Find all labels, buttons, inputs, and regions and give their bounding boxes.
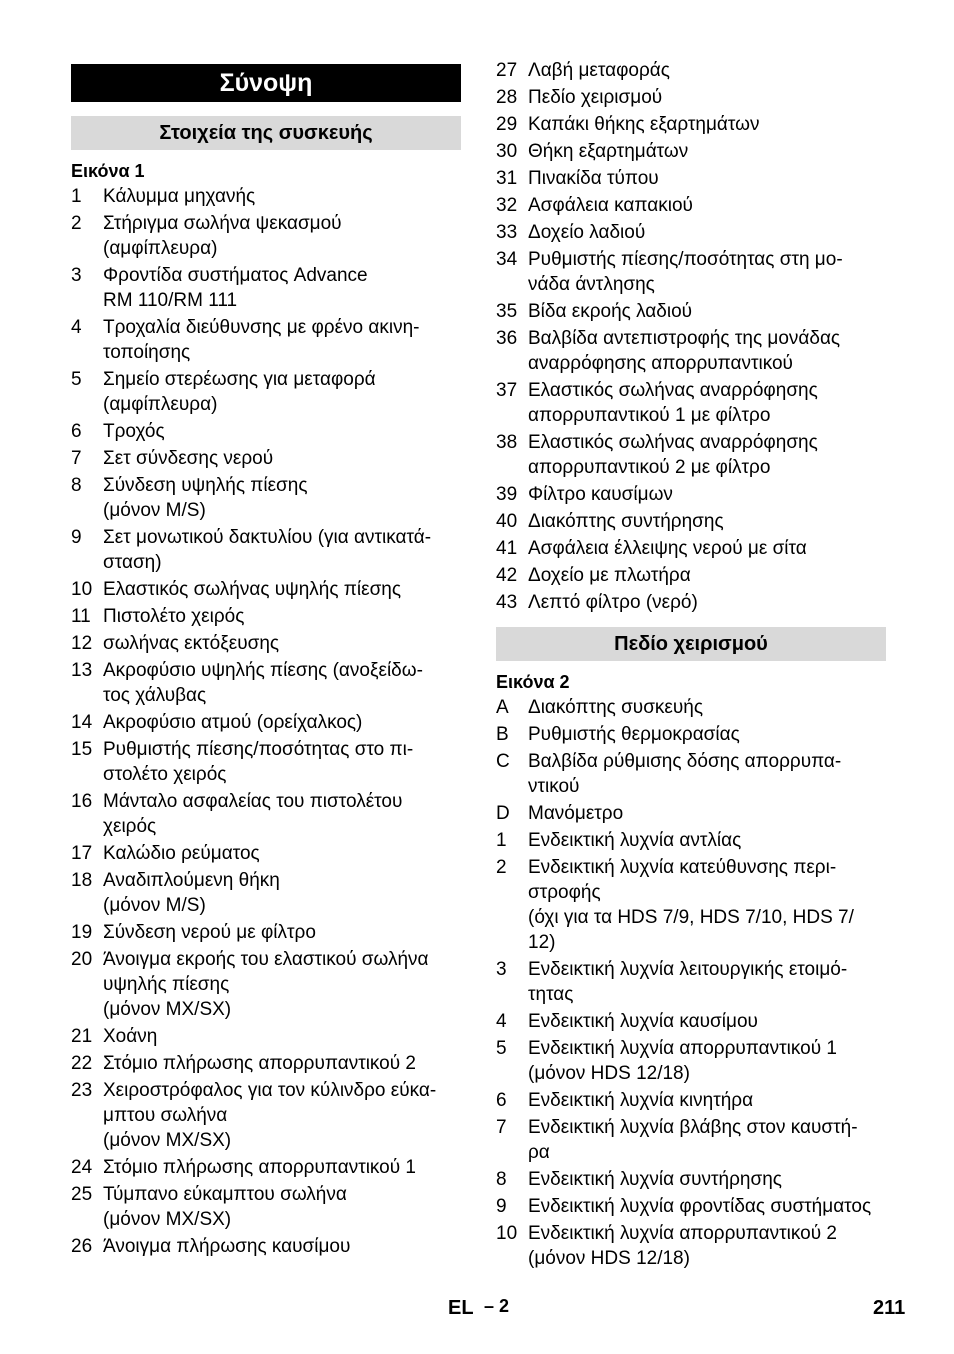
item-text: σταση) xyxy=(103,552,162,573)
item-number: 24 xyxy=(71,1157,93,1178)
item-text: υψηλής πίεσης xyxy=(103,974,230,995)
list-item xyxy=(496,855,886,955)
list-item xyxy=(71,446,461,471)
list-item xyxy=(71,631,461,656)
item-list xyxy=(496,58,886,615)
item-text: (μόνον MX/SX) xyxy=(103,1130,232,1151)
item-number: C xyxy=(496,751,510,772)
item-text: Ακροφύσιο ατμού (ορείχαλκος) xyxy=(103,712,363,733)
item-text: Ελαστικός σωλήνας αναρρόφησης xyxy=(528,380,818,401)
list-item xyxy=(496,299,886,324)
item-text: Ενδεικτική λυχνία φροντίδας συστήματος xyxy=(528,1196,872,1217)
list-item xyxy=(496,220,886,245)
list-item xyxy=(496,563,886,588)
item-text: Στόμιο πλήρωσης απορρυπαντικού 1 xyxy=(103,1157,416,1178)
item-list xyxy=(71,184,461,1259)
item-number: 35 xyxy=(496,301,518,322)
item-text: νάδα άντλησης xyxy=(528,274,655,295)
list-item xyxy=(496,509,886,534)
item-number: 13 xyxy=(71,660,93,681)
list-item xyxy=(71,789,461,839)
list-item xyxy=(496,1009,886,1034)
item-text: τητας xyxy=(528,984,574,1005)
list-item xyxy=(71,1024,461,1049)
footer-language: EL xyxy=(448,1297,474,1319)
item-number: 17 xyxy=(71,843,93,864)
list-item xyxy=(71,1078,461,1153)
item-text: Πιστολέτο χειρός xyxy=(103,606,245,627)
list-item xyxy=(496,1088,886,1113)
item-text: Ενδεικτική λυχνία απορρυπαντικού 2 xyxy=(528,1223,837,1244)
item-text: Κάλυμμα μηχανής xyxy=(103,186,256,207)
item-number: 41 xyxy=(496,538,518,559)
list-item xyxy=(496,1115,886,1165)
item-text: Φροντίδα συστήματος Advance xyxy=(103,265,368,286)
item-number: 36 xyxy=(496,328,518,349)
item-number: 5 xyxy=(71,369,82,390)
item-text: Αναδιπλούμενη θήκη xyxy=(103,870,280,891)
list-item xyxy=(496,58,886,83)
item-number: 32 xyxy=(496,195,518,216)
list-item xyxy=(496,139,886,164)
item-text: σωλήνας εκτόξευσης xyxy=(103,633,280,654)
left-column xyxy=(71,58,461,1261)
list-item xyxy=(496,193,886,218)
item-text: Θήκη εξαρτημάτων xyxy=(528,141,689,162)
item-text: Σύνδεση νερού με φίλτρο xyxy=(103,922,316,943)
list-item xyxy=(496,722,886,747)
item-text: Βαλβίδα αντεπιστροφής της μονάδας xyxy=(528,328,841,349)
item-number: 29 xyxy=(496,114,518,135)
item-text: (μόνον M/S) xyxy=(103,500,206,521)
item-number: 28 xyxy=(496,87,518,108)
item-text: Σετ μονωτικού δακτυλίου (για αντικατά- xyxy=(103,527,432,548)
list-item xyxy=(71,315,461,365)
figure-label: Εικόνα 1 xyxy=(71,161,145,181)
item-number: 39 xyxy=(496,484,518,505)
item-text: (αμφίπλευρα) xyxy=(103,238,218,259)
item-number: 33 xyxy=(496,222,518,243)
item-text: Καπάκι θήκης εξαρτημάτων xyxy=(528,114,760,135)
list-item xyxy=(496,326,886,376)
footer-page-number: 211 xyxy=(873,1297,906,1319)
item-number: 6 xyxy=(496,1090,507,1111)
item-text: ντικού xyxy=(528,776,580,797)
item-text: Ενδεικτική λυχνία αντλίας xyxy=(528,830,742,851)
item-text: Πεδίο χειρισμού xyxy=(528,87,663,108)
item-text: Καλώδιο ρεύματος xyxy=(103,843,260,864)
item-number: 34 xyxy=(496,249,518,270)
item-text: Φίλτρο καυσίμων xyxy=(528,484,673,505)
item-text: Τροχός xyxy=(103,421,165,442)
item-text: (όχι για τα HDS 7/9, HDS 7/10, HDS 7/ xyxy=(528,907,854,928)
item-text: Τύμπανο εύκαμπτου σωλήνα xyxy=(103,1184,347,1205)
list-item xyxy=(496,166,886,191)
item-text: Ελαστικός σωλήνας αναρρόφησης xyxy=(528,432,818,453)
item-text: Χειροστρόφαλος για τον κύλινδρο εύκα- xyxy=(103,1080,437,1101)
item-number: 3 xyxy=(496,959,507,980)
item-text: Μανόμετρο xyxy=(528,803,624,824)
item-text: Ενδεικτική λυχνία καυσίμου xyxy=(528,1011,758,1032)
list-item xyxy=(496,590,886,615)
item-number: 7 xyxy=(71,448,82,469)
item-number: 15 xyxy=(71,739,93,760)
item-text: χειρός xyxy=(103,816,157,837)
list-item xyxy=(496,957,886,1007)
list-item xyxy=(496,378,886,428)
list-item xyxy=(71,525,461,575)
item-text: Ασφάλεια έλλειψης νερού με σίτα xyxy=(528,538,807,559)
item-text: ρα xyxy=(528,1142,550,1163)
item-text: Ρυθμιστής θερμοκρασίας xyxy=(528,724,740,745)
item-number: 21 xyxy=(71,1026,93,1047)
list-item xyxy=(71,577,461,602)
item-text: μπτου σωλήνα xyxy=(103,1105,228,1126)
item-text: στολέτο χειρός xyxy=(103,764,227,785)
item-text: (αμφίπλευρα) xyxy=(103,394,218,415)
item-number: 43 xyxy=(496,592,518,613)
list-item xyxy=(71,604,461,629)
item-number: 14 xyxy=(71,712,93,733)
list-item xyxy=(496,1194,886,1219)
item-text: τος χάλυβας xyxy=(103,685,207,706)
item-text: Στήριγμα σωλήνα ψεκασμού xyxy=(103,213,342,234)
list-item xyxy=(496,1036,886,1086)
list-item xyxy=(496,536,886,561)
item-text: Λεπτό φίλτρο (νερό) xyxy=(528,592,698,613)
item-text: Λαβή μεταφοράς xyxy=(528,60,670,81)
item-text: (μόνον M/S) xyxy=(103,895,206,916)
item-text: (μόνον MX/SX) xyxy=(103,1209,232,1230)
item-number: 23 xyxy=(71,1080,93,1101)
item-text: Ακροφύσιο υψηλής πίεσης (ανοξείδω- xyxy=(103,660,423,681)
right-column xyxy=(496,58,886,1273)
list-item xyxy=(71,710,461,735)
item-number: 16 xyxy=(71,791,93,812)
list-item xyxy=(496,749,886,799)
item-text: Ασφάλεια καπακιού xyxy=(528,195,693,216)
item-text: Ελαστικός σωλήνας υψηλής πίεσης xyxy=(103,579,402,600)
item-text: Ρυθμιστής πίεσης/ποσότητας στη μο- xyxy=(528,249,843,270)
list-item xyxy=(71,1051,461,1076)
list-item xyxy=(71,658,461,708)
list-item xyxy=(496,482,886,507)
item-number: 25 xyxy=(71,1184,93,1205)
section-heading-control-panel: Πεδίο χειρισμού xyxy=(496,627,886,661)
list-item xyxy=(496,1167,886,1192)
item-number: 4 xyxy=(71,317,82,338)
item-text: Δοχείο με πλωτήρα xyxy=(528,565,691,586)
item-text: (μόνον MX/SX) xyxy=(103,999,232,1020)
item-text: απορρυπαντικού 2 με φίλτρο xyxy=(528,457,771,478)
item-text: Ρυθμιστής πίεσης/ποσότητας στο πι- xyxy=(103,739,414,760)
section-heading-device-elements: Στοιχεία της συσκευής xyxy=(71,116,461,150)
list-item xyxy=(71,367,461,417)
item-text: Ενδεικτική λυχνία κατεύθυνσης περι- xyxy=(528,857,837,878)
list-item xyxy=(71,473,461,523)
item-number: 31 xyxy=(496,168,518,189)
list-item xyxy=(496,112,886,137)
item-text: Μάνταλο ασφαλείας του πιστολέτου xyxy=(103,791,403,812)
item-number: D xyxy=(496,803,510,824)
item-text: Σημείο στερέωσης για μεταφορά xyxy=(103,369,376,390)
figure-label: Εικόνα 2 xyxy=(496,672,570,692)
item-number: 26 xyxy=(71,1236,93,1257)
item-number: 10 xyxy=(71,579,93,600)
item-number: 27 xyxy=(496,60,518,81)
item-number: 38 xyxy=(496,432,518,453)
page-title: Σύνοψη xyxy=(71,64,461,102)
item-text: 12) xyxy=(528,932,556,953)
item-number: 1 xyxy=(71,186,82,207)
item-text: Πινακίδα τύπου xyxy=(528,168,659,189)
item-text: τοποίησης xyxy=(103,342,191,363)
item-number: 2 xyxy=(496,857,507,878)
list-item xyxy=(496,85,886,110)
item-text: Σύνδεση υψηλής πίεσης xyxy=(103,475,308,496)
item-number: 11 xyxy=(71,606,91,627)
item-number: 9 xyxy=(496,1196,507,1217)
list-item xyxy=(71,184,461,209)
list-item xyxy=(71,419,461,444)
list-item xyxy=(496,695,886,720)
item-text: (μόνον HDS 12/18) xyxy=(528,1248,690,1269)
item-text: Άνοιγμα πλήρωσης καυσίμου xyxy=(103,1236,351,1257)
item-text: απορρυπαντικού 1 με φίλτρο xyxy=(528,405,771,426)
item-number: 40 xyxy=(496,511,518,532)
item-number: A xyxy=(496,697,509,718)
item-number: 8 xyxy=(496,1169,507,1190)
list-item xyxy=(71,211,461,261)
item-number: 20 xyxy=(71,949,93,970)
item-number: 42 xyxy=(496,565,518,586)
list-item xyxy=(71,1155,461,1180)
item-number: 22 xyxy=(71,1053,93,1074)
list-item xyxy=(496,801,886,826)
item-text: Ενδεικτική λυχνία απορρυπαντικού 1 xyxy=(528,1038,837,1059)
item-number: 2 xyxy=(71,213,82,234)
item-number: 3 xyxy=(71,265,82,286)
item-number: 4 xyxy=(496,1011,507,1032)
item-number: 30 xyxy=(496,141,518,162)
item-text: στροφής xyxy=(528,882,601,903)
item-text: αναρρόφησης απορρυπαντικού xyxy=(528,353,793,374)
item-text: (μόνον HDS 12/18) xyxy=(528,1063,690,1084)
item-text: Δοχείο λαδιού xyxy=(528,222,646,243)
item-text: Διακόπτης συντήρησης xyxy=(528,511,724,532)
list-item xyxy=(71,868,461,918)
list-item xyxy=(496,1221,886,1271)
item-number: 10 xyxy=(496,1223,518,1244)
list-item xyxy=(71,737,461,787)
list-item xyxy=(71,920,461,945)
item-text: Διακόπτης συσκευής xyxy=(528,697,704,718)
item-number: 5 xyxy=(496,1038,507,1059)
footer-page-code: – 2 xyxy=(484,1296,510,1316)
item-number: 18 xyxy=(71,870,93,891)
item-text: Στόμιο πλήρωσης απορρυπαντικού 2 xyxy=(103,1053,416,1074)
item-list xyxy=(496,695,886,1271)
item-text: Ενδεικτική λυχνία συντήρησης xyxy=(528,1169,782,1190)
item-number: 9 xyxy=(71,527,82,548)
list-item xyxy=(496,828,886,853)
list-item xyxy=(71,947,461,1022)
list-item xyxy=(496,430,886,480)
item-number: 12 xyxy=(71,633,93,654)
item-number: 37 xyxy=(496,380,518,401)
item-text: Τροχαλία διεύθυνσης με φρένο ακινη- xyxy=(103,317,420,338)
item-text: RM 110/RM 111 xyxy=(103,290,238,311)
list-item xyxy=(71,1234,461,1259)
item-text: Ενδεικτική λυχνία κινητήρα xyxy=(528,1090,754,1111)
item-text: Χοάνη xyxy=(103,1026,158,1047)
item-text: Άνοιγμα εκροής του ελαστικού σωλήνα xyxy=(103,949,429,970)
item-number: 1 xyxy=(496,830,507,851)
item-text: Ενδεικτική λυχνία λειτουργικής ετοιμό- xyxy=(528,959,848,980)
item-number: 7 xyxy=(496,1117,507,1138)
list-item xyxy=(71,1182,461,1232)
item-number: B xyxy=(496,724,509,745)
list-item xyxy=(71,841,461,866)
item-text: Βίδα εκροής λαδιού xyxy=(528,301,693,322)
item-text: Ενδεικτική λυχνία βλάβης στον καυστή- xyxy=(528,1117,858,1138)
list-item xyxy=(71,263,461,313)
item-number: 19 xyxy=(71,922,93,943)
item-text: Βαλβίδα ρύθμισης δόσης απορρυπα- xyxy=(528,751,842,772)
item-number: 8 xyxy=(71,475,82,496)
item-number: 6 xyxy=(71,421,82,442)
item-text: Σετ σύνδεσης νερού xyxy=(103,448,274,469)
list-item xyxy=(496,247,886,297)
